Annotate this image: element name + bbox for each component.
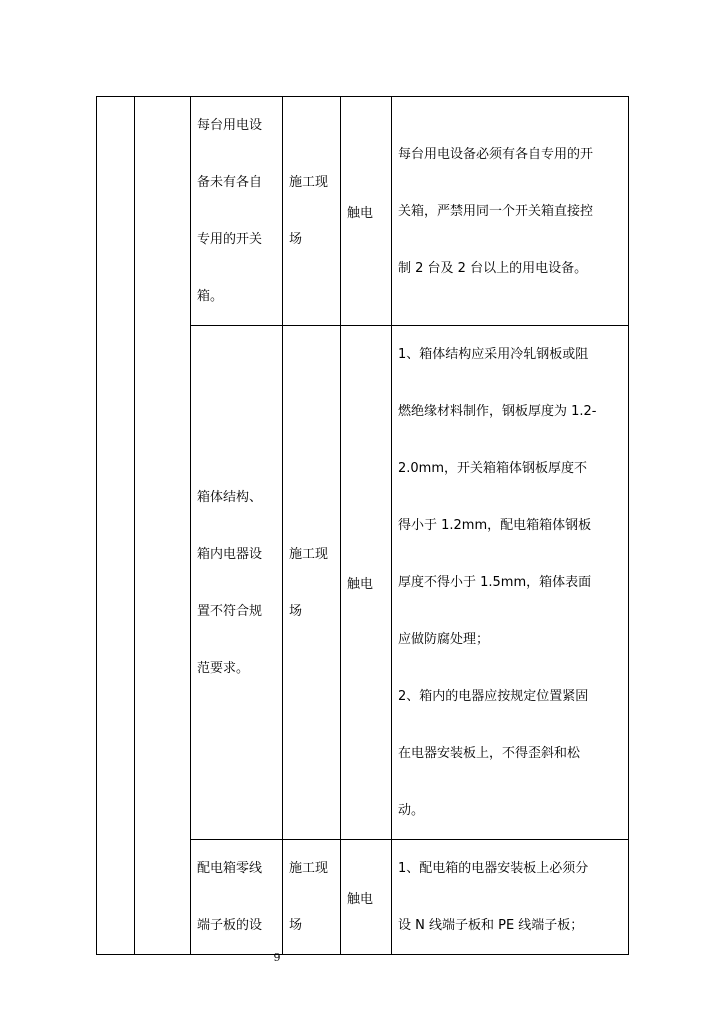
location-cell: [283, 97, 341, 326]
hazard-line: 配电箱零线: [197, 861, 263, 876]
category-cell: [135, 97, 191, 955]
measure-line: 燃绝缘材料制作，钢板厚度为 1.2-: [398, 404, 597, 419]
measure-line: 厚度不得小于 1.5mm，箱体表面: [398, 575, 592, 590]
measure-line: 动。: [398, 803, 425, 818]
page-number: 9: [273, 951, 281, 964]
hazard-line: 每台用电设: [197, 118, 263, 133]
hazard-table: [96, 96, 629, 955]
hazard-line: 范要求。: [197, 660, 250, 676]
measure-cell: [392, 326, 629, 840]
location-cell: [283, 840, 341, 955]
location-cell: [283, 326, 341, 840]
index-cell: [97, 97, 135, 955]
table-row: [97, 97, 629, 326]
hazard-line: 置不符合规: [197, 603, 263, 619]
hazard-line: 备未有各自: [197, 175, 263, 190]
hazard-cell: [191, 840, 283, 955]
hazard-cell: [191, 97, 283, 326]
hazard-line: 箱。: [197, 289, 224, 304]
measure-line: 1、箱体结构应采用冷轧钢板或阻: [398, 347, 589, 362]
location-line: 场: [289, 603, 303, 619]
accident-cell: [341, 840, 392, 955]
measure-line: 应做防腐处理；: [398, 632, 490, 647]
measure-line: 每台用电设备必须有各自专用的开: [398, 146, 594, 162]
hazard-line: 专用的开关: [197, 232, 263, 247]
hazard-cell: [191, 326, 283, 840]
measure-line: 在电器安装板上，不得歪斜和松: [398, 746, 581, 761]
measure-line: 2.0mm，开关箱箱体钢板厚度不: [398, 461, 588, 476]
accident-cell: [341, 326, 392, 840]
location-line: 施工现: [289, 546, 329, 562]
hazard-line: 箱内电器设: [197, 546, 263, 562]
measure-line: 设 N 线端子板和 PE 线端子板；: [398, 918, 584, 933]
measure-cell: [392, 840, 629, 955]
location-line: 场: [289, 232, 303, 247]
measure-line: 关箱，严禁用同一个开关箱直接控: [398, 203, 594, 219]
measure-line: 1、配电箱的电器安装板上必须分: [398, 861, 589, 876]
accident-type: 触电: [347, 891, 374, 907]
hazard-line: 端子板的设: [197, 918, 263, 933]
location-line: 场: [289, 918, 303, 933]
accident-type: 触电: [347, 577, 374, 592]
measure-cell: [392, 97, 629, 326]
location-line: 施工现: [289, 175, 329, 190]
location-line: 施工现: [289, 861, 329, 876]
accident-cell: [341, 97, 392, 326]
measure-line: 2、箱内的电器应按规定位置紧固: [398, 689, 589, 704]
hazard-line: 箱体结构、: [197, 489, 263, 505]
measure-line: 得小于 1.2mm，配电箱箱体钢板: [398, 518, 592, 533]
accident-type: 触电: [347, 205, 374, 221]
measure-line: 制 2 台及 2 台以上的用电设备。: [398, 260, 588, 276]
